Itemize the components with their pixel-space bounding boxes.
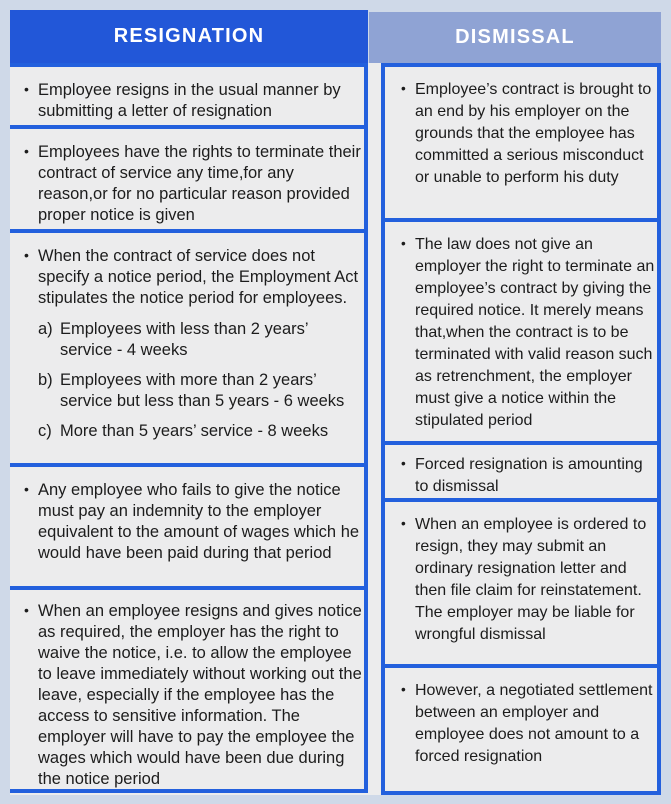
dismissal-item-5 xyxy=(385,668,657,791)
dismissal-item-1-text: Employee’s contract is brought to an end by his employer on the grounds that the employee has committed a serious misconduct or unable to perform his duty xyxy=(415,81,652,186)
list-item-marker: b) xyxy=(38,371,53,389)
resignation-header xyxy=(10,10,368,63)
resignation-item-1-text: Employee resigns in the usual manner by submitting a letter of resignation xyxy=(38,81,341,120)
resignation-item-1 xyxy=(10,67,364,129)
bullet-icon: • xyxy=(24,81,29,97)
list-item xyxy=(38,319,362,361)
dismissal-item-2-text: The law does not give an employer the right to terminate an employee’s contract by giving the required notice. It merely means that,when the contract is to be terminated with valid reason such as retrenchment, the employer must give a notice within the stipulated period xyxy=(415,236,655,429)
list-item-text: Employees with more than 2 years’ service but less than 5 years - 6 weeks xyxy=(60,371,345,410)
bullet-icon: • xyxy=(24,143,29,159)
resignation-item-4 xyxy=(10,467,364,590)
dismissal-header xyxy=(369,12,661,63)
bullet-icon: • xyxy=(24,247,29,263)
dismissal-item-2 xyxy=(385,222,657,445)
bullet-icon: • xyxy=(401,236,406,251)
bullet-icon: • xyxy=(401,682,406,697)
list-item xyxy=(38,370,362,412)
resignation-item-5-text: When an employee resigns and gives notice as required, the employer has the right to waive the notice, i.e. to allow the employee to leave immediately without working out the leave, especially if the employee has the access to sensitive information. The employer will have to pay the employee the wages which would have been due during the notice period xyxy=(38,602,362,788)
dismissal-column xyxy=(381,63,661,795)
dismissal-item-3-text: Forced resignation is amounting to dismissal xyxy=(415,456,643,495)
bullet-icon: • xyxy=(24,602,29,618)
resignation-column xyxy=(10,63,368,793)
dismissal-item-5-text: However, a negotiated settlement between an employer and employee does not amount to a forced resignation xyxy=(415,682,653,765)
list-item-text: More than 5 years’ service - 8 weeks xyxy=(60,422,329,440)
list-item-marker: a) xyxy=(38,320,53,338)
list-item-text: Employees with less than 2 years’ service - 4 weeks xyxy=(60,320,308,359)
dismissal-item-1 xyxy=(385,67,657,222)
dismissal-item-3 xyxy=(385,445,657,502)
resignation-item-2-text: Employees have the rights to terminate their contract of service any time,for any reason,or for no particular reason provided proper notice is given xyxy=(38,143,361,224)
resignation-header-label: RESIGNATION xyxy=(113,25,265,47)
bullet-icon: • xyxy=(401,81,406,96)
list-item xyxy=(38,421,362,442)
bullet-icon: • xyxy=(401,456,406,471)
dismissal-item-4 xyxy=(385,502,657,668)
bullet-icon: • xyxy=(24,481,29,497)
notice-period-list xyxy=(20,319,362,442)
resignation-item-3-text: When the contract of service does not specify a notice period, the Employment Act stipulates the notice period for employees. xyxy=(38,247,359,307)
resignation-item-3 xyxy=(10,233,364,467)
bullet-icon: • xyxy=(401,516,406,531)
resignation-item-2 xyxy=(10,129,364,233)
dismissal-item-4-text: When an employee is ordered to resign, they may submit an ordinary resignation letter and then file claim for reinstatement. The employer may be liable for wrongful dismissal xyxy=(415,516,647,643)
resignation-item-4-text: Any employee who fails to give the notice must pay an indemnity to the employer equivalent to the amount of wages which he would have been paid during that period xyxy=(38,481,360,562)
resignation-item-5 xyxy=(10,590,364,789)
list-item-marker: c) xyxy=(38,422,52,440)
dismissal-header-label: DISMISSAL xyxy=(455,26,575,48)
